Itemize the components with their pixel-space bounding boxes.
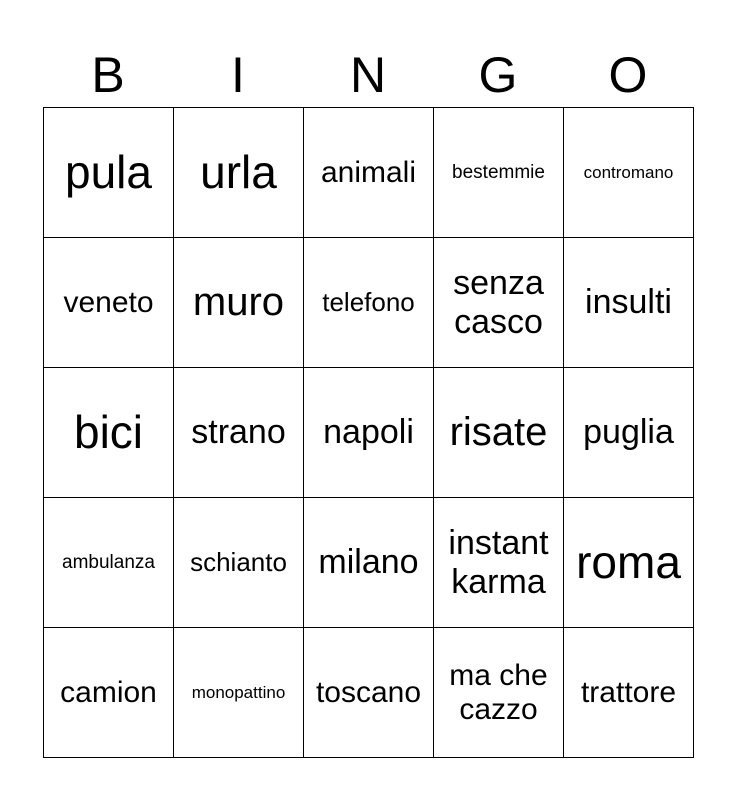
cell-label: milano — [318, 543, 419, 582]
cell-label: bestemmie — [452, 161, 545, 183]
header-letter-b: B — [91, 47, 125, 103]
bingo-cell[interactable] — [304, 498, 434, 628]
bingo-cell[interactable] — [174, 238, 304, 368]
bingo-cell[interactable] — [434, 498, 564, 628]
bingo-cell[interactable] — [564, 628, 694, 758]
bingo-cell[interactable] — [44, 628, 174, 758]
cell-label: puglia — [583, 413, 674, 452]
cell-label: muro — [192, 280, 285, 325]
bingo-cell[interactable] — [434, 238, 564, 368]
cell-label: contromano — [583, 162, 674, 182]
cell-label: risate — [449, 410, 548, 455]
cell-label: ma che cazzo — [449, 658, 548, 726]
header-letter-g: G — [478, 47, 518, 103]
bingo-cell[interactable] — [304, 368, 434, 498]
cell-label: roma — [576, 535, 681, 588]
cell-label: senza casco — [453, 264, 544, 341]
cell-label: monopattino — [191, 682, 286, 702]
bingo-cell[interactable] — [44, 108, 174, 238]
cell-label: toscano — [315, 675, 422, 709]
bingo-cell[interactable] — [304, 238, 434, 368]
bingo-cell[interactable] — [304, 628, 434, 758]
bingo-cell[interactable] — [434, 108, 564, 238]
bingo-header — [43, 44, 693, 106]
cell-label: telefono — [322, 286, 415, 317]
bingo-cell[interactable] — [174, 368, 304, 498]
cell-label: bici — [73, 405, 144, 458]
cell-label: pula — [65, 145, 152, 198]
bingo-cell[interactable] — [434, 368, 564, 498]
cell-label: schianto — [190, 546, 287, 577]
cell-label: strano — [191, 413, 286, 452]
bingo-cell[interactable] — [564, 498, 694, 628]
cell-label: insulti — [585, 283, 672, 322]
bingo-cell[interactable] — [174, 498, 304, 628]
cell-label: animali — [320, 155, 417, 189]
bingo-cell[interactable] — [44, 238, 174, 368]
bingo-cell[interactable] — [434, 628, 564, 758]
bingo-cell[interactable] — [44, 368, 174, 498]
bingo-cell[interactable] — [174, 628, 304, 758]
cell-label: camion — [60, 675, 157, 709]
bingo-cell[interactable] — [44, 498, 174, 628]
bingo-cell[interactable] — [304, 108, 434, 238]
cell-label: veneto — [63, 285, 154, 319]
cell-label: ambulanza — [62, 551, 155, 573]
bingo-cell[interactable] — [174, 108, 304, 238]
bingo-board — [43, 107, 694, 758]
header-letter-i: I — [231, 47, 245, 103]
cell-label: instant karma — [448, 524, 549, 601]
header-letter-n: N — [349, 47, 387, 103]
header-letter-o: O — [608, 47, 648, 103]
cell-label: napoli — [323, 413, 414, 452]
cell-label: urla — [200, 145, 277, 198]
bingo-cell[interactable] — [564, 108, 694, 238]
bingo-cell[interactable] — [564, 238, 694, 368]
cell-label: trattore — [580, 675, 677, 709]
bingo-cell[interactable] — [564, 368, 694, 498]
